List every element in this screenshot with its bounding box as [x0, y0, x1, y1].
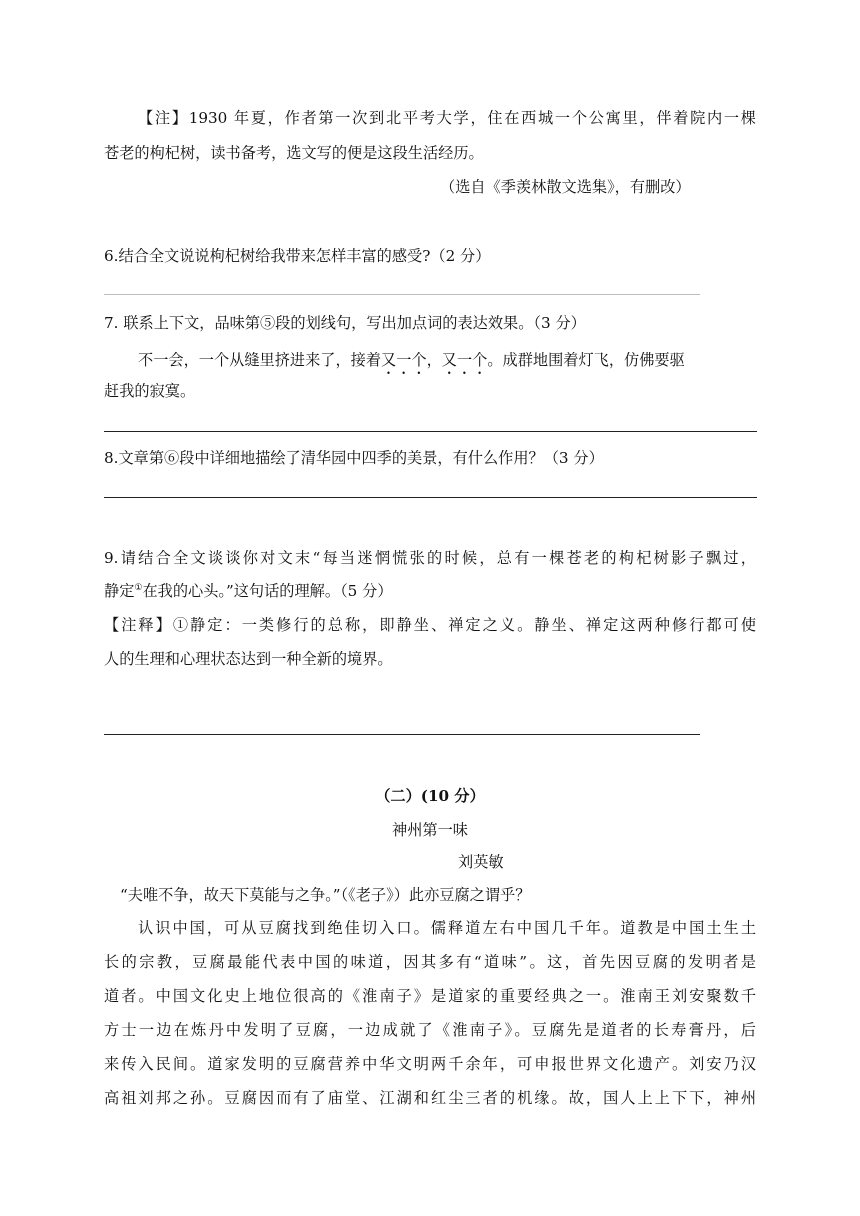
answer-line-q6[interactable] [104, 294, 700, 295]
question-7: 7. 联系上下文，品味第⑤段的划线句，写出加点词的表达效果。（3 分） [104, 314, 586, 332]
question-9-line-1: 9.请结合全文谈谈你对文末“每当迷惘慌张的时候，总有一棵苍老的枸杞树影子飘过， [104, 549, 756, 567]
annotation-line-2: 人的生理和心理状态达到一种全新的境界。 [104, 650, 393, 668]
paragraph-line: 认识中国，可从豆腐找到绝佳切入口。儒释道左右中国几千年。道教是中国土生土 [138, 919, 756, 937]
article-title: 神州第一味 [392, 821, 468, 839]
quote-text-pre: 不一会，一个从缝里挤进来了，接着 [138, 351, 381, 369]
dotted-word-2: 又一个 [441, 351, 488, 369]
quote-line-1 [138, 351, 685, 378]
note-line-1: 【注】1930 年夏，作者第一次到北平考大学，住在西城一个公寓里，伴着院内一棵 [138, 109, 756, 127]
question-8: 8.文章第⑥段中详细地描绘了清华园中四季的美景，有什么作用？（3 分） [104, 449, 604, 467]
source-citation: （选自《季羡林散文选集》，有删改） [440, 178, 691, 196]
footnote-marker: ① [134, 582, 143, 593]
dotted-word-1: 又一个 [381, 351, 427, 369]
paragraph-line: 长的宗教，豆腐最能代表中国的味道，因其多有“道味”。这，首先因豆腐的发明者是 [104, 953, 756, 971]
annotation-line-1: 【注释】①静定：一类修行的总称，即静坐、禅定之义。静坐、禅定这两种修行都可使 [104, 616, 756, 634]
answer-line-q9[interactable] [104, 734, 700, 735]
answer-line-q7[interactable] [104, 431, 757, 432]
paragraph-line: 高祖刘邦之孙。豆腐因而有了庙堂、江湖和红尘三者的机缘。故，国人上上下下，神州 [104, 1089, 756, 1107]
quote-line-2: 赶我的寂寞。 [104, 382, 196, 400]
question-6: 6.结合全文说说枸杞树给我带来怎样丰富的感受?（2 分） [104, 247, 491, 265]
article-author: 刘英敏 [458, 853, 504, 871]
paragraph-line: 来传入民间。道家发明的豆腐营养中华文明两千余年，可申报世界文化遗产。刘安乃汉 [104, 1055, 756, 1073]
q9-text-pre: 静定 [104, 582, 135, 600]
section-heading: （二）(10 分） [375, 787, 485, 805]
paragraph-line: 方士一边在炼丹中发明了豆腐，一边成就了《淮南子》。豆腐先是道者的长寿膏丹，后 [104, 1021, 756, 1039]
paragraph-line: 道者。中国文化史上地位很高的《淮南子》是道家的重要经典之一。淮南王刘安聚数千 [104, 987, 756, 1005]
answer-line-q8[interactable] [104, 497, 757, 498]
q9-text-post: 在我的心头。”这句话的理解。（5 分） [142, 582, 393, 600]
quote-text-mid: ， [426, 351, 442, 369]
question-9-line-2 [104, 584, 393, 599]
epigraph: “夫唯不争，故天下莫能与之争。”（《老子》）此亦豆腐之谓乎？ [120, 886, 531, 904]
note-line-2: 苍老的枸杞树，读书备考，选文写的便是这段生活经历。 [104, 144, 484, 162]
quote-text-post: 。成群地围着灯飞，仿佛要驱 [487, 351, 685, 369]
